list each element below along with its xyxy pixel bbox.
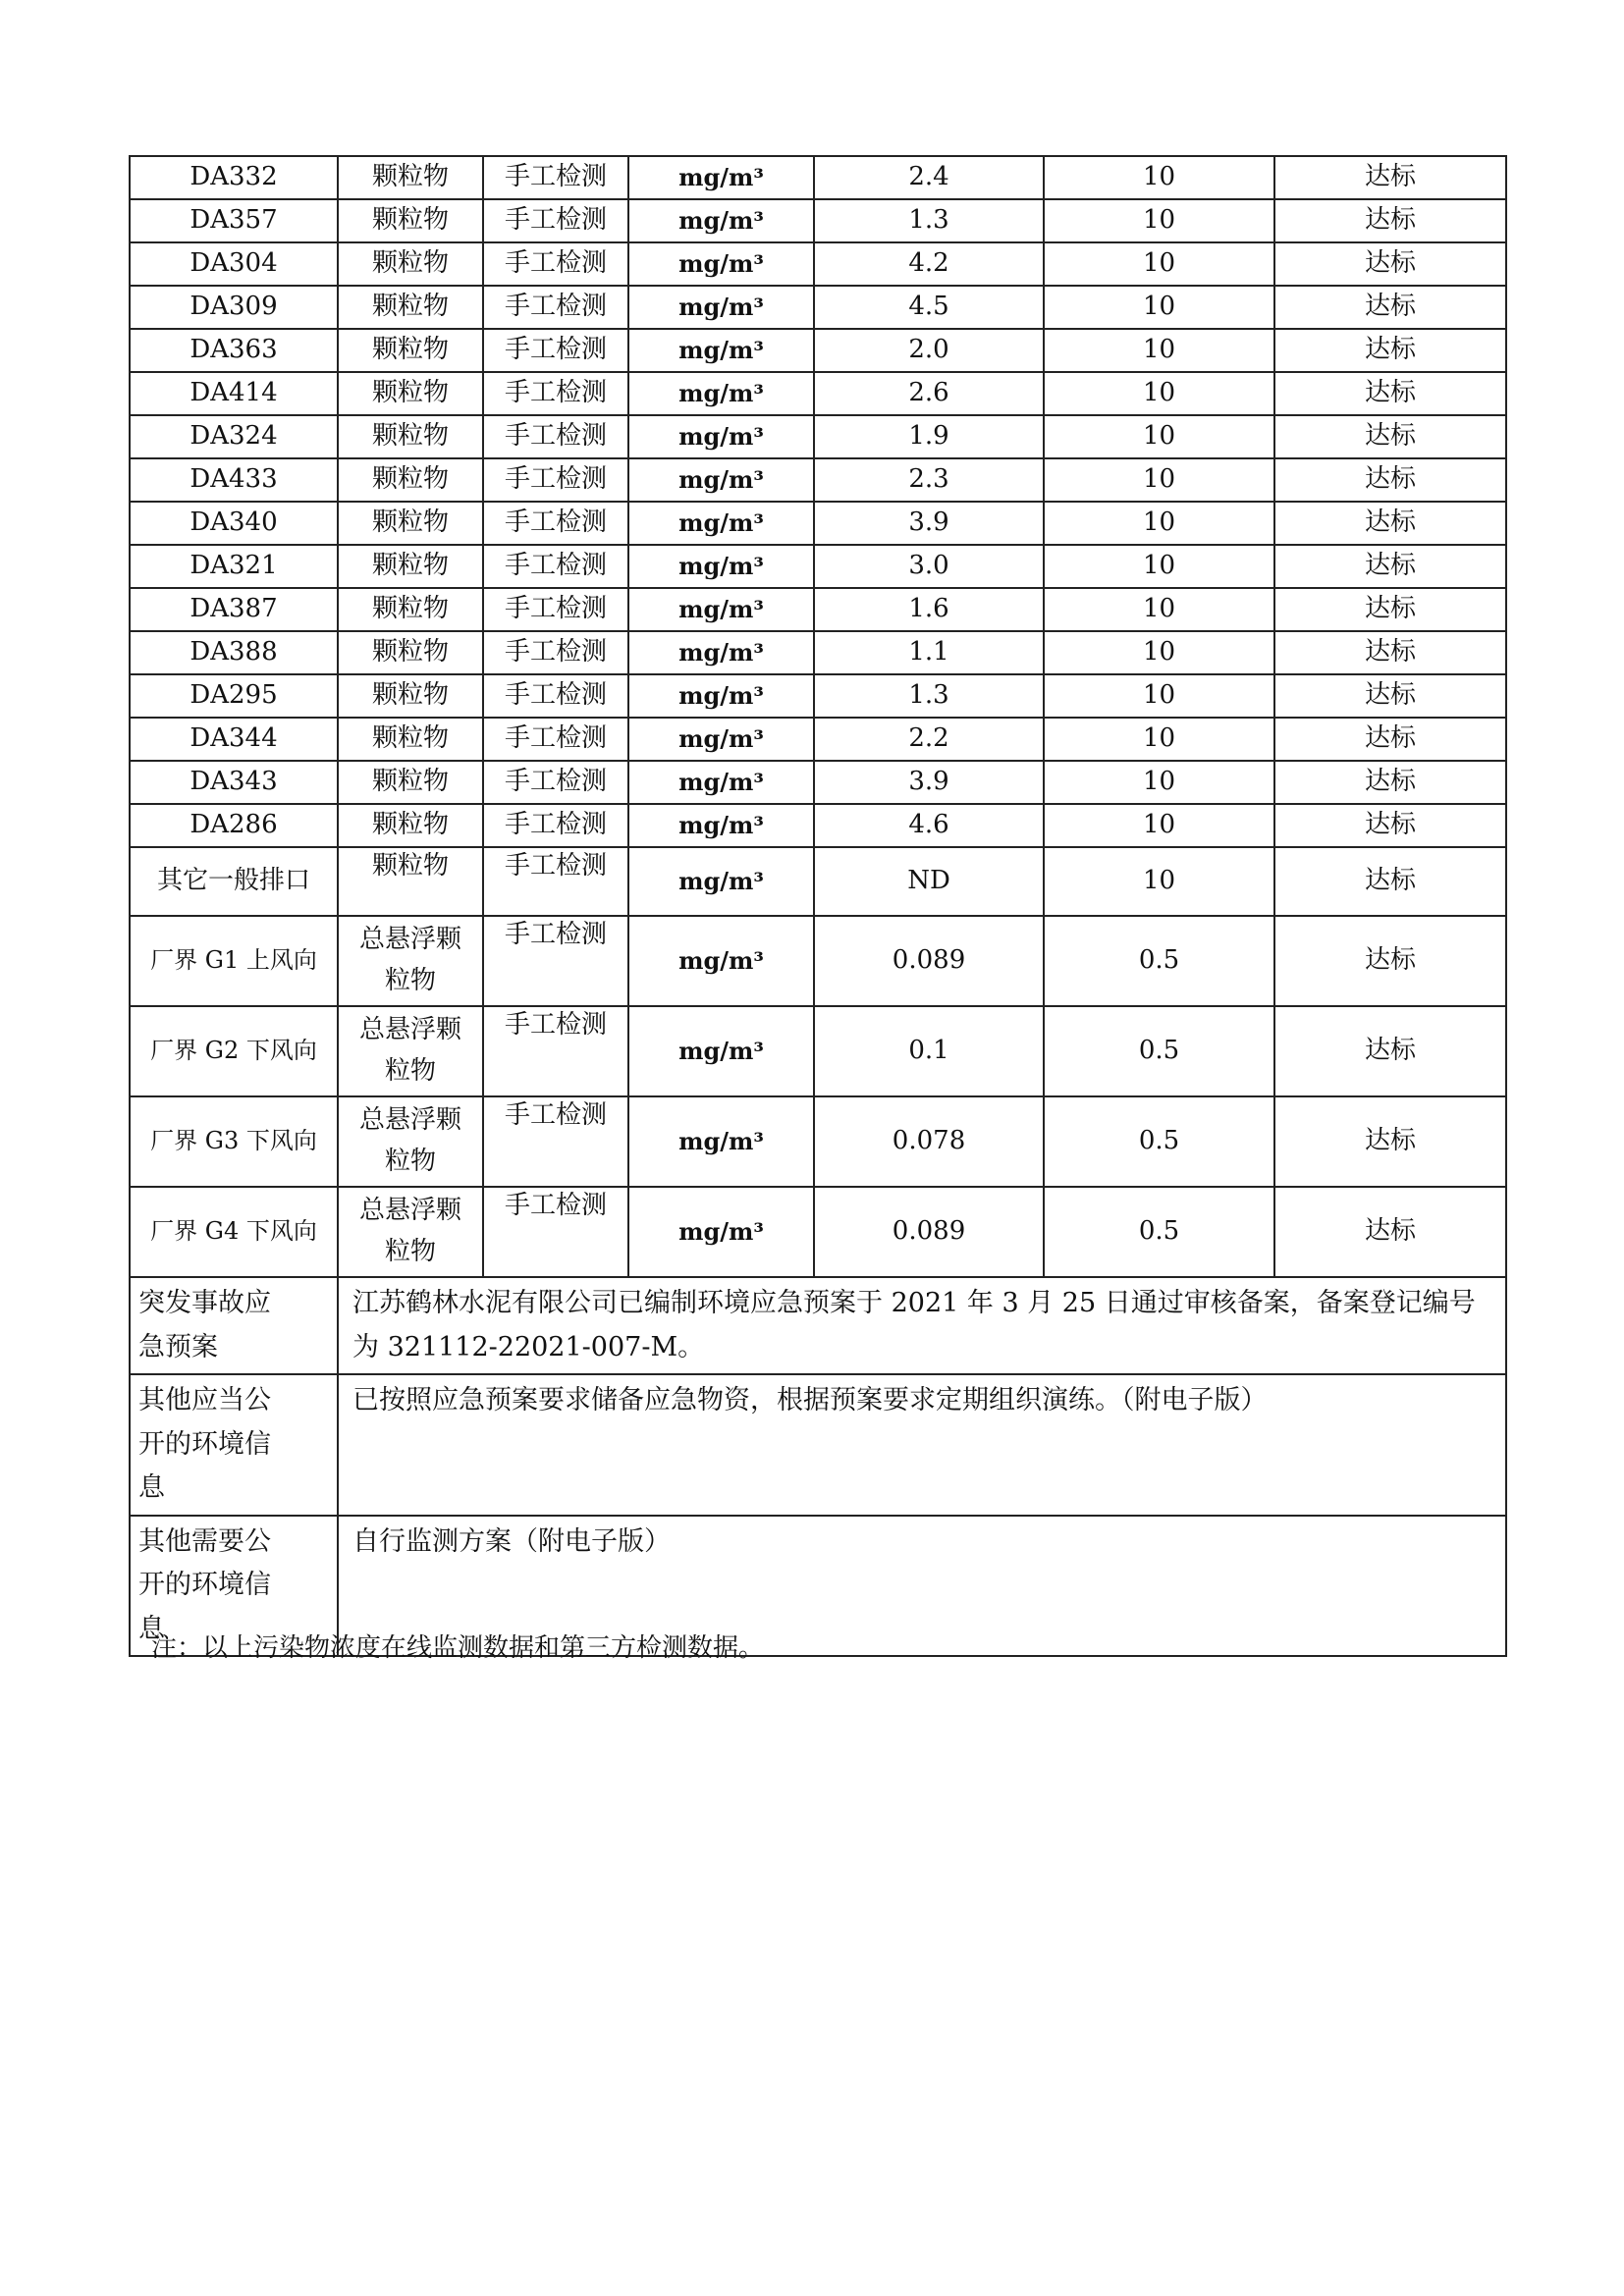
limit-cell: 10: [1044, 458, 1274, 502]
method-cell: 手工检测: [483, 631, 628, 674]
pollutant-cell: 颗粒物: [338, 761, 483, 804]
unit-cell: mg/m³: [628, 286, 814, 329]
method-cell: 手工检测: [483, 804, 628, 847]
outlet-cell: DA363: [130, 329, 338, 372]
outlet-cell: DA295: [130, 674, 338, 718]
limit-cell: 10: [1044, 199, 1274, 242]
pollutant-cell: 颗粒物: [338, 502, 483, 545]
value-cell: 0.089: [814, 916, 1044, 1006]
outlet-cell: DA357: [130, 199, 338, 242]
pollutant-cell-line: 粒物: [385, 966, 437, 995]
table-row: [130, 1096, 1506, 1187]
result-cell: 达标: [1274, 199, 1506, 242]
unit-cell: mg/m³: [628, 329, 814, 372]
unit-cell: mg/m³: [628, 804, 814, 847]
pollutant-cell: 颗粒物: [338, 199, 483, 242]
method-cell: 手工检测: [483, 761, 628, 804]
method-cell: 手工检测: [483, 415, 628, 458]
limit-cell: 10: [1044, 804, 1274, 847]
pollutant-cell-line: 粒物: [385, 1056, 437, 1086]
pollutant-cell-line: 总悬浮颗: [359, 925, 462, 955]
value-cell: 2.2: [814, 718, 1044, 761]
value-cell: 4.6: [814, 804, 1044, 847]
info-label-cell-line: 息: [138, 1613, 165, 1644]
method-cell: 手工检测: [483, 329, 628, 372]
monitoring-data-table: [129, 155, 1507, 1657]
result-cell: 达标: [1274, 1006, 1506, 1096]
limit-cell: 10: [1044, 415, 1274, 458]
outlet-cell: 厂界 G4 下风向: [130, 1187, 338, 1277]
table-row: [130, 286, 1506, 329]
info-text-cell: [338, 1277, 1506, 1374]
table-row: [130, 588, 1506, 631]
limit-cell: 0.5: [1044, 1006, 1274, 1096]
pollutant-cell-line: 总悬浮颗: [359, 1015, 462, 1045]
unit-cell: mg/m³: [628, 372, 814, 415]
limit-cell: 10: [1044, 674, 1274, 718]
result-cell: 达标: [1274, 372, 1506, 415]
result-cell: 达标: [1274, 242, 1506, 286]
value-cell: 2.4: [814, 156, 1044, 199]
result-cell: 达标: [1274, 631, 1506, 674]
limit-cell: 0.5: [1044, 1187, 1274, 1277]
result-cell: 达标: [1274, 804, 1506, 847]
pollutant-cell: [338, 1006, 483, 1096]
pollutant-cell: [338, 916, 483, 1006]
result-cell: 达标: [1274, 847, 1506, 916]
unit-cell: mg/m³: [628, 631, 814, 674]
limit-cell: 0.5: [1044, 1096, 1274, 1187]
table-row: [130, 372, 1506, 415]
value-cell: 3.9: [814, 502, 1044, 545]
value-cell: 1.9: [814, 415, 1044, 458]
unit-cell: mg/m³: [628, 415, 814, 458]
limit-cell: 0.5: [1044, 916, 1274, 1006]
footnote: 注：以上污染物浓度在线监测数据和第三方检测数据。: [151, 1633, 765, 1663]
method-cell: 手工检测: [483, 545, 628, 588]
pollutant-cell: [338, 1096, 483, 1187]
value-cell: 4.2: [814, 242, 1044, 286]
table-row: [130, 674, 1506, 718]
outlet-cell: DA433: [130, 458, 338, 502]
table-body: [130, 156, 1506, 1656]
method-cell: 手工检测: [483, 718, 628, 761]
unit-cell: mg/m³: [628, 588, 814, 631]
method-cell: 手工检测: [483, 588, 628, 631]
info-label-cell: [130, 1277, 338, 1374]
result-cell: 达标: [1274, 674, 1506, 718]
outlet-cell: DA309: [130, 286, 338, 329]
method-cell: 手工检测: [483, 502, 628, 545]
limit-cell: 10: [1044, 847, 1274, 916]
unit-cell: mg/m³: [628, 156, 814, 199]
unit-cell: mg/m³: [628, 502, 814, 545]
result-cell: 达标: [1274, 156, 1506, 199]
method-cell: 手工检测: [483, 286, 628, 329]
info-label-cell-line: 突发事故应: [138, 1288, 271, 1318]
result-cell: 达标: [1274, 718, 1506, 761]
outlet-cell: 其它一般排口: [130, 847, 338, 916]
result-cell: 达标: [1274, 415, 1506, 458]
method-cell: 手工检测: [483, 199, 628, 242]
method-cell: 手工检测: [483, 847, 628, 916]
result-cell: 达标: [1274, 286, 1506, 329]
value-cell: 1.1: [814, 631, 1044, 674]
unit-cell: mg/m³: [628, 847, 814, 916]
table-row: [130, 502, 1506, 545]
info-label-cell-line: 息: [138, 1472, 165, 1504]
pollutant-cell-line: 总悬浮颗: [359, 1196, 462, 1226]
outlet-cell: DA286: [130, 804, 338, 847]
pollutant-cell: 颗粒物: [338, 415, 483, 458]
table-row: [130, 156, 1506, 199]
value-cell: ND: [814, 847, 1044, 916]
table-row: [130, 804, 1506, 847]
outlet-cell: DA388: [130, 631, 338, 674]
outlet-cell: DA321: [130, 545, 338, 588]
pollutant-cell: 颗粒物: [338, 631, 483, 674]
limit-cell: 10: [1044, 718, 1274, 761]
outlet-cell: DA324: [130, 415, 338, 458]
pollutant-cell: [338, 1187, 483, 1277]
value-cell: 1.3: [814, 199, 1044, 242]
table-row: [130, 1006, 1506, 1096]
info-label-cell-line: 开的环境信: [138, 1428, 271, 1460]
limit-cell: 10: [1044, 329, 1274, 372]
value-cell: 0.078: [814, 1096, 1044, 1187]
pollutant-cell: 颗粒物: [338, 545, 483, 588]
unit-cell: mg/m³: [628, 545, 814, 588]
pollutant-cell: 颗粒物: [338, 588, 483, 631]
pollutant-cell: 颗粒物: [338, 286, 483, 329]
result-cell: 达标: [1274, 545, 1506, 588]
method-cell: 手工检测: [483, 242, 628, 286]
info-text-cell-line: 为 321112-22021-007-M。: [352, 1331, 705, 1362]
unit-cell: mg/m³: [628, 674, 814, 718]
pollutant-cell-line: 粒物: [385, 1237, 437, 1266]
unit-cell: mg/m³: [628, 199, 814, 242]
outlet-cell: DA304: [130, 242, 338, 286]
table-row: [130, 415, 1506, 458]
pollutant-cell: 颗粒物: [338, 804, 483, 847]
info-label-cell-line: 急预案: [138, 1331, 218, 1362]
value-cell: 2.0: [814, 329, 1044, 372]
unit-cell: mg/m³: [628, 1187, 814, 1277]
outlet-cell: DA414: [130, 372, 338, 415]
info-label-cell: [130, 1374, 338, 1516]
outlet-cell: 厂界 G2 下风向: [130, 1006, 338, 1096]
pollutant-cell: 颗粒物: [338, 242, 483, 286]
result-cell: 达标: [1274, 458, 1506, 502]
value-cell: 0.1: [814, 1006, 1044, 1096]
method-cell: 手工检测: [483, 458, 628, 502]
info-text-cell-line: 江苏鹤林水泥有限公司已编制环境应急预案于 2021 年 3 月 25 日通过审核备案，备案登记编号: [352, 1288, 1476, 1318]
info-label-cell-line: 开的环境信: [138, 1570, 271, 1601]
unit-cell: mg/m³: [628, 916, 814, 1006]
method-cell: 手工检测: [483, 372, 628, 415]
value-cell: 2.6: [814, 372, 1044, 415]
table-row: [130, 242, 1506, 286]
limit-cell: 10: [1044, 502, 1274, 545]
limit-cell: 10: [1044, 631, 1274, 674]
outlet-cell: DA343: [130, 761, 338, 804]
method-cell: 手工检测: [483, 674, 628, 718]
table-row: [130, 916, 1506, 1006]
result-cell: 达标: [1274, 1187, 1506, 1277]
outlet-cell: DA387: [130, 588, 338, 631]
result-cell: 达标: [1274, 502, 1506, 545]
pollutant-cell: 颗粒物: [338, 329, 483, 372]
unit-cell: mg/m³: [628, 458, 814, 502]
table-row: [130, 458, 1506, 502]
result-cell: 达标: [1274, 1096, 1506, 1187]
limit-cell: 10: [1044, 588, 1274, 631]
result-cell: 达标: [1274, 916, 1506, 1006]
result-cell: 达标: [1274, 329, 1506, 372]
value-cell: 1.3: [814, 674, 1044, 718]
outlet-cell: 厂界 G3 下风向: [130, 1096, 338, 1187]
result-cell: 达标: [1274, 588, 1506, 631]
value-cell: 4.5: [814, 286, 1044, 329]
table-row: [130, 1277, 1506, 1374]
pollutant-cell: 颗粒物: [338, 372, 483, 415]
unit-cell: mg/m³: [628, 242, 814, 286]
value-cell: 3.9: [814, 761, 1044, 804]
info-text-cell-line: 已按照应急预案要求储备应急物资，根据预案要求定期组织演练。（附电子版）: [352, 1385, 1268, 1416]
table-row: [130, 847, 1506, 916]
table-row: [130, 545, 1506, 588]
pollutant-cell: 颗粒物: [338, 156, 483, 199]
info-label-cell-line: 其他需要公: [138, 1525, 271, 1557]
unit-cell: mg/m³: [628, 1006, 814, 1096]
table-row: [130, 199, 1506, 242]
value-cell: 1.6: [814, 588, 1044, 631]
outlet-cell: 厂界 G1 上风向: [130, 916, 338, 1006]
unit-cell: mg/m³: [628, 761, 814, 804]
limit-cell: 10: [1044, 156, 1274, 199]
outlet-cell: DA340: [130, 502, 338, 545]
outlet-cell: DA332: [130, 156, 338, 199]
table-row: [130, 1187, 1506, 1277]
limit-cell: 10: [1044, 286, 1274, 329]
table-row: [130, 718, 1506, 761]
pollutant-cell: 颗粒物: [338, 847, 483, 916]
info-label-cell-line: 其他应当公: [138, 1385, 271, 1416]
table-row: [130, 329, 1506, 372]
unit-cell: mg/m³: [628, 1096, 814, 1187]
method-cell: 手工检测: [483, 156, 628, 199]
unit-cell: mg/m³: [628, 718, 814, 761]
pollutant-cell-line: 总悬浮颗: [359, 1105, 462, 1136]
outlet-cell: DA344: [130, 718, 338, 761]
value-cell: 3.0: [814, 545, 1044, 588]
pollutant-cell: 颗粒物: [338, 718, 483, 761]
pollutant-cell: 颗粒物: [338, 458, 483, 502]
value-cell: 2.3: [814, 458, 1044, 502]
limit-cell: 10: [1044, 545, 1274, 588]
result-cell: 达标: [1274, 761, 1506, 804]
method-cell: 手工检测: [483, 1096, 628, 1187]
limit-cell: 10: [1044, 761, 1274, 804]
limit-cell: 10: [1044, 242, 1274, 286]
table-row: [130, 1374, 1506, 1516]
limit-cell: 10: [1044, 372, 1274, 415]
pollutant-cell: 颗粒物: [338, 674, 483, 718]
info-text-cell-line: 自行监测方案（附电子版）: [352, 1525, 671, 1557]
info-text-cell: [338, 1374, 1506, 1516]
method-cell: 手工检测: [483, 1006, 628, 1096]
method-cell: 手工检测: [483, 916, 628, 1006]
value-cell: 0.089: [814, 1187, 1044, 1277]
pollutant-cell-line: 粒物: [385, 1147, 437, 1176]
table-row: [130, 631, 1506, 674]
method-cell: 手工检测: [483, 1187, 628, 1277]
table-row: [130, 761, 1506, 804]
